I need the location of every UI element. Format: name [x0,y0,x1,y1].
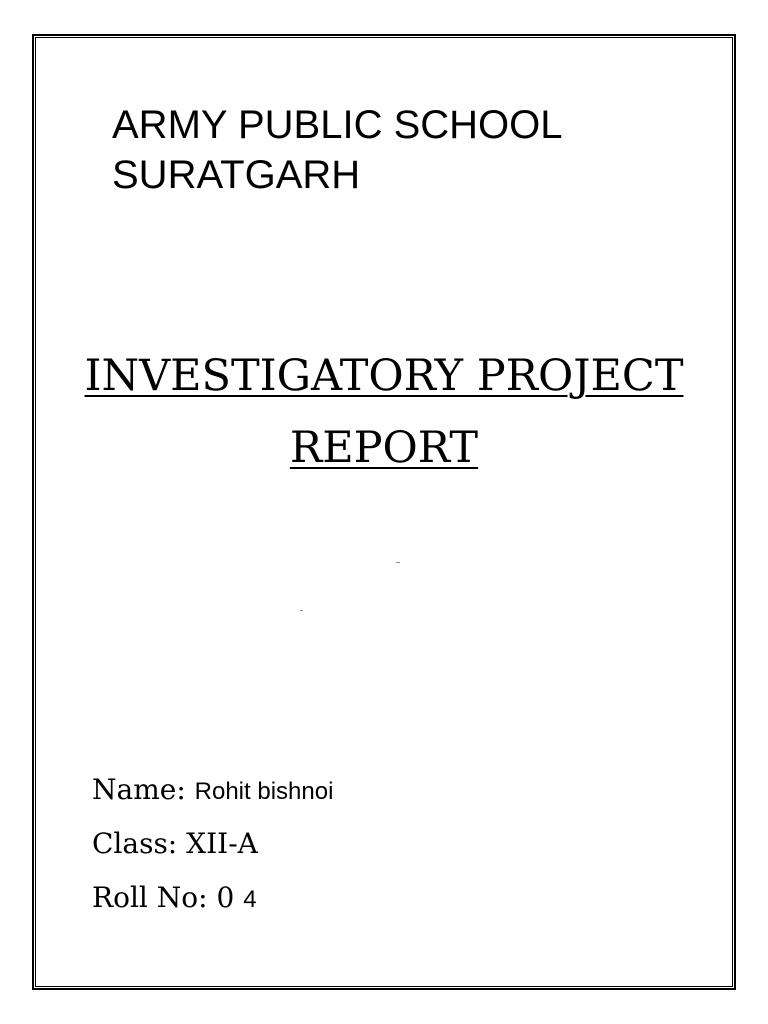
roll-label: Roll No: [92,881,208,914]
scan-speck [300,610,303,611]
school-name-line-2: SURATGARH [112,153,361,197]
student-details [92,770,333,932]
name-label: Name: [92,773,186,806]
school-name-line-1: ARMY PUBLIC SCHOOL [112,103,563,147]
report-title-line-1 [40,340,728,412]
report-title-line-2 [40,412,728,484]
school-name [112,100,563,200]
class-label: Class: [92,827,178,860]
class-value: XII-A [186,827,258,860]
roll-value-digit-1: 0 [216,881,235,914]
report-title-line-1-text: INVESTIGATORY PROJECT [84,351,684,401]
name-row [92,770,333,824]
report-title-line-2-text: REPORT [289,423,479,473]
roll-value-digit-2: 4 [243,886,257,913]
roll-row [92,878,333,932]
scan-speck [396,562,400,563]
report-title [40,340,728,484]
class-row [92,824,333,878]
name-value: Rohit bishnoi [194,778,334,805]
